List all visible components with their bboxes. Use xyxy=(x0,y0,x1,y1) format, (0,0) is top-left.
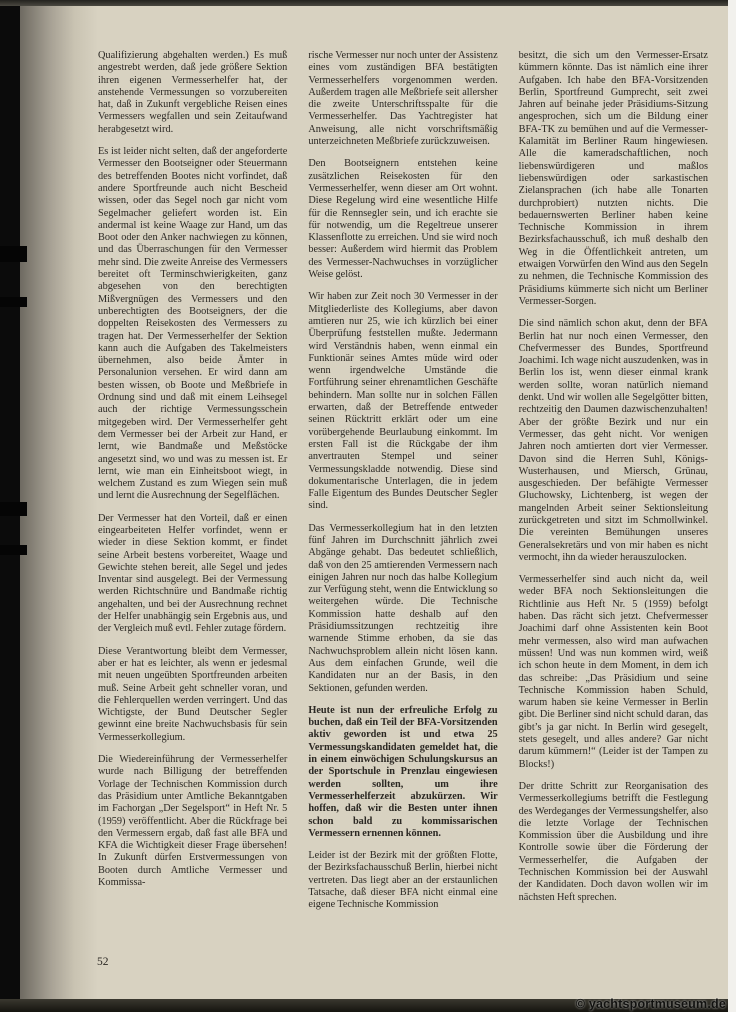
paragraph: Vermesserhelfer sind auch nicht da, weil weder BFA noch Sektionsleitungen die Richtlinie aus Heft Nr. 5 (1959) befolgt haben. Das rächt sich jetzt. Chefvermesser Joachimi darf ohne Assistenten kein Boot mehr vermessen, also wird man aufwachen müssen! Und was nun kommen wird, weiß ich schon heute in dem Moment, in dem ich das schreibe: „Das Präsidium und seine Technische Kommission haben Schuld, warum haben sie keine Vermesser in Berlin gibt. Die Berliner sind nicht schuld daran, das gibt’s ja gar nicht. In Berlin wird gesegelt, stets gesegelt, und alles andere? Gar nicht darum kümmern!“ (Leider ist der Tampen zu Blocks!) xyxy=(518,574,708,770)
scan-edge-right xyxy=(728,0,736,1012)
paragraph: Den Bootseignern entstehen keine zusätzlichen Reisekosten für den Vermesserhelfer, wenn dieser am Ort wohnt. Diese Regelung wird eine wesentliche Hilfe für die Rennsegler sein, und ich erachte sie für notwendig, um die Regeltreue unserer Klassenflotte zu erreichen. Und sie wird noch besser: Außerdem wird hiermit das Problem des Vermesser-Nachwuchses in vorzüglicher Weise gelöst. xyxy=(308,158,498,281)
paragraph: Der dritte Schritt zur Reorganisation des Vermesserkollegiums betrifft die Festlegung des Werdeganges der Vermessungshelfer, also die letzte Vorlage der Technischen Kommission über die Ausbildung und ihre Kontrolle sowie über die Förderung der Vermesserhelfer, die Aufgaben der Technischen Kommission bei der Auswahl der Kandidaten. Doch davon wollen wir im nächsten Heft sprechen. xyxy=(518,780,708,903)
article-body xyxy=(98,50,708,922)
book-binding xyxy=(0,0,20,1012)
paragraph: besitzt, die sich um den Vermesser-Ersatz kümmern könnte. Das ist nämlich eine ihrer Aufgaben. Ich habe den BFA-Vorsitzenden Berlin, Sportfreund Gumprecht, seit zwei Jahren auf beinahe jeder Präsidiums-Sitzung angesprochen, sich um die Bildung einer BFA-TK zu bemühen und auf die Vermesser-Kalamität im Berliner Raum hingewiesen. Alle die kameradschaftlichen, noch liebenswürdigeren und maßlos liebenswürdigen oder sarkastischen Zielansprachen (ich habe alle Tonarten durchprobiert) nutzten nichts. Die bedauernswerten Berliner haben keine Technische Kommission in ihrem Bezirksfachausschuß, ich muß deshalb den Weg in die Öffentlichkeit antreten, um etwaigen Vorwürfen den Wind aus den Segeln zu nehmen, die Technische Kommission des Präsidiums kümmerte sich nicht um Berliner Vermesser-Sorgen. xyxy=(518,50,708,307)
paragraph: Diese Verantwortung bleibt dem Vermesser, aber er hat es leichter, als wenn er jedesmal mit neuen ungeübten Sportfreunden arbeiten muß. Seine Arbeit geht schneller voran, und die Fehlerquellen werden verringert. Und das Wichtigste, der Bund Deutscher Segler gewinnt eine breite Nachwuchsbasis für sein Vermesserkollegium. xyxy=(98,645,288,743)
binding-shadow xyxy=(20,0,98,1012)
watermark: © yachtsportmuseum.de xyxy=(575,997,726,1011)
paragraph: Es ist leider nicht selten, daß der angeforderte Vermesser den Bootseigner oder Steuermann des betreffenden Bootes nicht vorfindet, daß andere Sportfreunde auch nicht Bescheid wissen, oder das Segel noch gar nicht vom Segelmacher geliefert worden ist. Ein andermal ist keine Waage zur Hand, um das Boot oder den Anker nachwiegen zu können, und das Überraschungen für den Vermesser mehr sind. Die zweite Anreise des Vermessers bereitet oft Terminschwierigkeiten, ganz abgesehen von den berechtigten Mißvergnügen des Vermessers und den unberechtigten des Bootseigners, der die doppelten Reisekosten des Vermessers zu tragen hat. Der Vermesserhelfer der Sektion kann auch die Aufgaben des Takelmeisters übernehmen, also beide Ämter in Personalunion versehen. Er wird dann am besten wissen, ob Boote und Meßbriefe in Ordnung sind und daß mit einem Leihsegel auch der richtige Vermessungsschein mitgegeben wird. Der Vermesserhelfer geht dem Vermesser bei der Arbeit zur Hand, er lernt, wie Bandmaße und Meßstöcke angesetzt sind, wo und was zu messen ist. Er lernt, wie man ein Einheitsboot wiegt, in welchem Zustand es zum Wiegen sein muß und lernt die Ausrechnung der Segelflächen. xyxy=(98,146,288,502)
paragraph: Das Vermesserkollegium hat in den letzten fünf Jahren im Durchschnitt jährlich zwei Abgänge gehabt. Das bedeutet schließlich, daß von den 25 amtierenden Vermessern nach einigen Jahren nur noch das halbe Kollegium zur Verfügung steht, wenn die Entwicklung so weitergehen würde. Die Technische Kommission hatte deshalb auf den Präsidiumssitzungen rechtzeitig ihre warnende Stimme erhoben, da sie das Nachwuchsproblem allein nicht lösen kann. Aus dem einfachen Grunde, weil die Kandidaten nur an der Basis, in den Sektionen, gefunden werden. xyxy=(308,522,498,694)
binding-mark xyxy=(0,545,27,555)
text-column xyxy=(308,50,497,922)
paragraph: Leider ist der Bezirk mit der größten Flotte, der Bezirksfachausschuß Berlin, hierbei nicht vertreten. Das liegt aber an der erstaunlichen Tatsache, daß dieser BFA nicht einmal eine eigene Technische Kommission xyxy=(308,850,498,911)
binding-mark xyxy=(0,502,27,516)
text-column xyxy=(519,50,708,922)
paragraph: Die sind nämlich schon akut, denn der BFA Berlin hat nur noch einen Vermesser, den Chefvermesser des Bundes, Sportfreund Joachimi. Ich wage nicht auszudenken, was in Berlin los ist, wenn dieser einmal krank werden sollte, woran natürlich niemand denkt. Und wir wollen alle Segelgötter bitten, rechtzeitig den Daumen dazwischenzuhalten! Aber der größte Bezirk und nur ein Vermesser, das geht nicht. Vor wenigen Jahren noch amtierten dort vier Vermesser. Davon sind die Herren Suhl, Königs-Wusterhausen, und Miersch, Grünau, ausgeschieden. Der befähigte Vermesser Gluchowsky, Lichtenberg, ist wegen der mangelnden Arbeit seiner Sektionsleitung zurückgetreten und sitzt im Schmollwinkel. Die vereinten Bemühungen unseres Generalsekretärs und von mir haben es nicht vermocht, ihn da wieder herauszulocken. xyxy=(518,318,708,563)
binding-mark xyxy=(0,246,27,262)
paragraph: Die Wiedereinführung der Vermesserhelfer wurde nach Billigung der betreffenden Vorlage der Technischen Kommission durch das Präsidium unter Amtliche Bekanntgaben im Fachorgan „Der Segelsport“ in Heft Nr. 5 (1959) veröffentlicht. Aber die Rückfrage bei den Vermessern ergab, daß fast alle BFA und KFA die Wichtigkeit dieser Frage übersehen! In Zukunft dürfen Erstvermessungen von Booten durch Amtliche Vermesser und Kommissa- xyxy=(98,754,288,888)
page-number: 52 xyxy=(97,956,109,968)
paragraph: Heute ist nun der erfreuliche Erfolg zu buchen, daß ein Teil der BFA-Vorsitzenden aktiv geworden ist und etwa 25 Vermessungskandidaten gemeldet hat, die in einem einwöchigen Schulungskursus an der Sportschule in Prenzlau eingewiesen werden sollten, um ihre Vermesserhelferzeit abzukürzen. Wir hoffen, daß wir die Besten unter ihnen schon bald zu kommissarischen Vermessern ernennen können. xyxy=(308,704,498,839)
paragraph: Der Vermesser hat den Vorteil, daß er einen eingearbeiteten Helfer vorfindet, wenn er wieder in diese Sektion kommt, er findet seine Arbeit bestens vorbereitet, Waage und Gewichte stehen bereit, alle Segel und jedes Inventar sind ausgelegt. Bei der Vermessung werden Richtschnüre und Bandmaße richtig angehalten, und bei der Ausrechnung rechnet der Helfer unabhängig sein Ergebnis aus, und der Vergleich muß evtl. Fehler zutage fördern. xyxy=(98,512,288,635)
binding-mark xyxy=(0,297,27,307)
scan-edge-top xyxy=(0,0,736,6)
paragraph: Qualifizierung abgehalten werden.) Es muß angestrebt werden, daß jede größere Sektion ihren eigenen Vermesserhelfer hat, der anstehende Vermessungen so vorzubereiten hat, daß in Zukunft vergebliche Reisen eines Vermessers wegfallen und sein Zeitaufwand herabgesetzt wird. xyxy=(98,50,288,135)
paragraph: Wir haben zur Zeit noch 30 Vermesser in der Mitgliederliste des Kollegiums, aber davon amtieren nur 25, wie ich kürzlich bei einer Überprüfung feststellen mußte. Jedermann wird Verständnis haben, wenn einmal ein Funktionär seines Amtes müde wird oder wenn irgendwelche Umstände die Fortführung seiner ehrenamtlichen Geschäfte behindern. Man sollte nur in solchen Fällen erwarten, daß der Betreffende entweder seinen Rücktritt erklärt oder um eine vorübergehende Beurlaubung einkommt. Im ersten Fall ist die Rückgabe der ihm anvertrauten Stempel und seiner Vermessungskladde notwendig. Diese sind dokumentarische Unterlagen, die in jedem Falle Eigentum des Bundes Deutscher Segler sind. xyxy=(308,291,498,512)
text-column xyxy=(98,50,287,922)
paragraph: rische Vermesser nur noch unter der Assistenz eines vom zuständigen BFA bestätigten Vermesserhelfers vorgenommen werden. Außerdem tragen alle Meßbriefe seit allersher die zweite Unterschriftsspalte für die Vermesserhelfer. Das Yachtregister hat Anweisung, alle nicht vorschriftsmäßig unterzeichneten Meßbriefe zurückzuweisen. xyxy=(308,50,498,148)
